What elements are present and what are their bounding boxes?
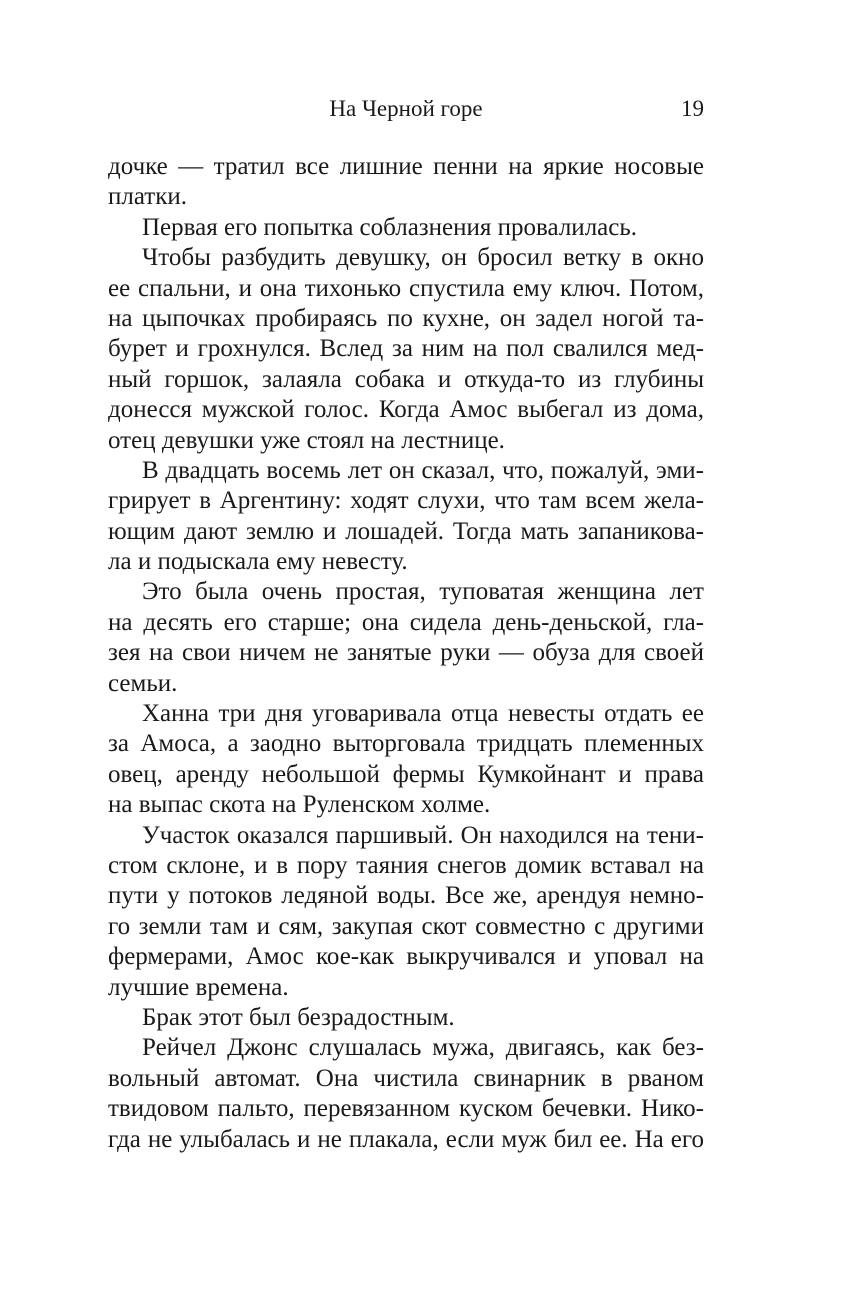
text-line: дочке — тратил все лишние пенни на яркие носовые	[108, 153, 704, 180]
text-line: отец девушки уже стоял на лестнице.	[108, 426, 505, 454]
text-line: семьи.	[108, 669, 178, 697]
running-title: На Черной горе	[329, 96, 483, 121]
text-line: Рейчел Джонс слушалась мужа, двигаясь, как без-	[142, 1034, 704, 1062]
text-line: ющим дают землю и лошадей. Тогда мать запаникова-	[108, 517, 704, 545]
text-line: вольный автомат. Она чистила свинарник в рваном	[108, 1064, 704, 1092]
text-line: бурет и грохнулся. Вслед за ним на пол свалился мед-	[108, 335, 704, 363]
text-line: грирует в Аргентину: ходят слухи, что там всем жела-	[108, 487, 704, 515]
text-line: Участок оказался паршивый. Он находился на тени-	[142, 821, 704, 849]
text-line: гда не улыбалась и не плакала, если муж бил ее. На его	[108, 1125, 704, 1153]
text-line: Ханна три дня уговаривала отца невесты отдать ее	[142, 700, 704, 728]
text-line: ный горшок, залаяла собака и откуда-то из глубины	[108, 365, 704, 393]
text-line: овец, аренду небольшой фермы Кумкойнант и права	[108, 760, 704, 788]
text-line: В двадцать восемь лет он сказал, что, пожалуй, эми-	[142, 456, 704, 484]
text-line: стом склоне, и в пору таяния снегов домик вставал на	[108, 851, 704, 879]
text-line: платки.	[108, 183, 188, 211]
text-line: Первая его попытка соблазнения провалилась.	[142, 213, 638, 241]
text-line: на выпас скота на Руленском холме.	[108, 791, 491, 819]
text-line: ла и подыскала ему невесту.	[108, 548, 408, 576]
text-line: Это была очень простая, туповатая женщина лет	[142, 578, 704, 606]
text-line: Брак этот был безрадостным.	[142, 1003, 455, 1031]
page-number: 19	[681, 96, 704, 121]
text-line: го земли там и сям, закупая скот совместно с другими	[108, 912, 704, 940]
text-line: зея на свои ничем не занятые руки — обуза для своей	[108, 639, 704, 667]
text-line: Чтобы разбудить девушку, он бросил ветку в окно	[142, 244, 704, 272]
running-head	[108, 92, 704, 126]
text-line: лучшие времена.	[108, 973, 289, 1001]
text-line: на цыпочках пробираясь по кухне, он задел ногой та-	[108, 304, 704, 332]
text-line: на десять его старше; она сидела день-деньской, гла-	[108, 608, 704, 636]
text-line: за Амоса, а заодно выторговала тридцать племенных	[108, 730, 704, 758]
text-line: пути у потоков ледяной воды. Все же, арендуя немно-	[108, 882, 704, 910]
text-line: донесся мужской голос. Когда Амос выбегал из дома,	[108, 396, 704, 424]
text-line: ее спальни, и она тихонько спустила ему ключ. Потом,	[108, 274, 704, 302]
text-line: твидовом пальто, перевязанном куском бечевки. Нико-	[108, 1095, 704, 1123]
body-text	[108, 152, 704, 1155]
text-line: фермерами, Амос кое-как выкручивался и уповал на	[108, 943, 704, 971]
